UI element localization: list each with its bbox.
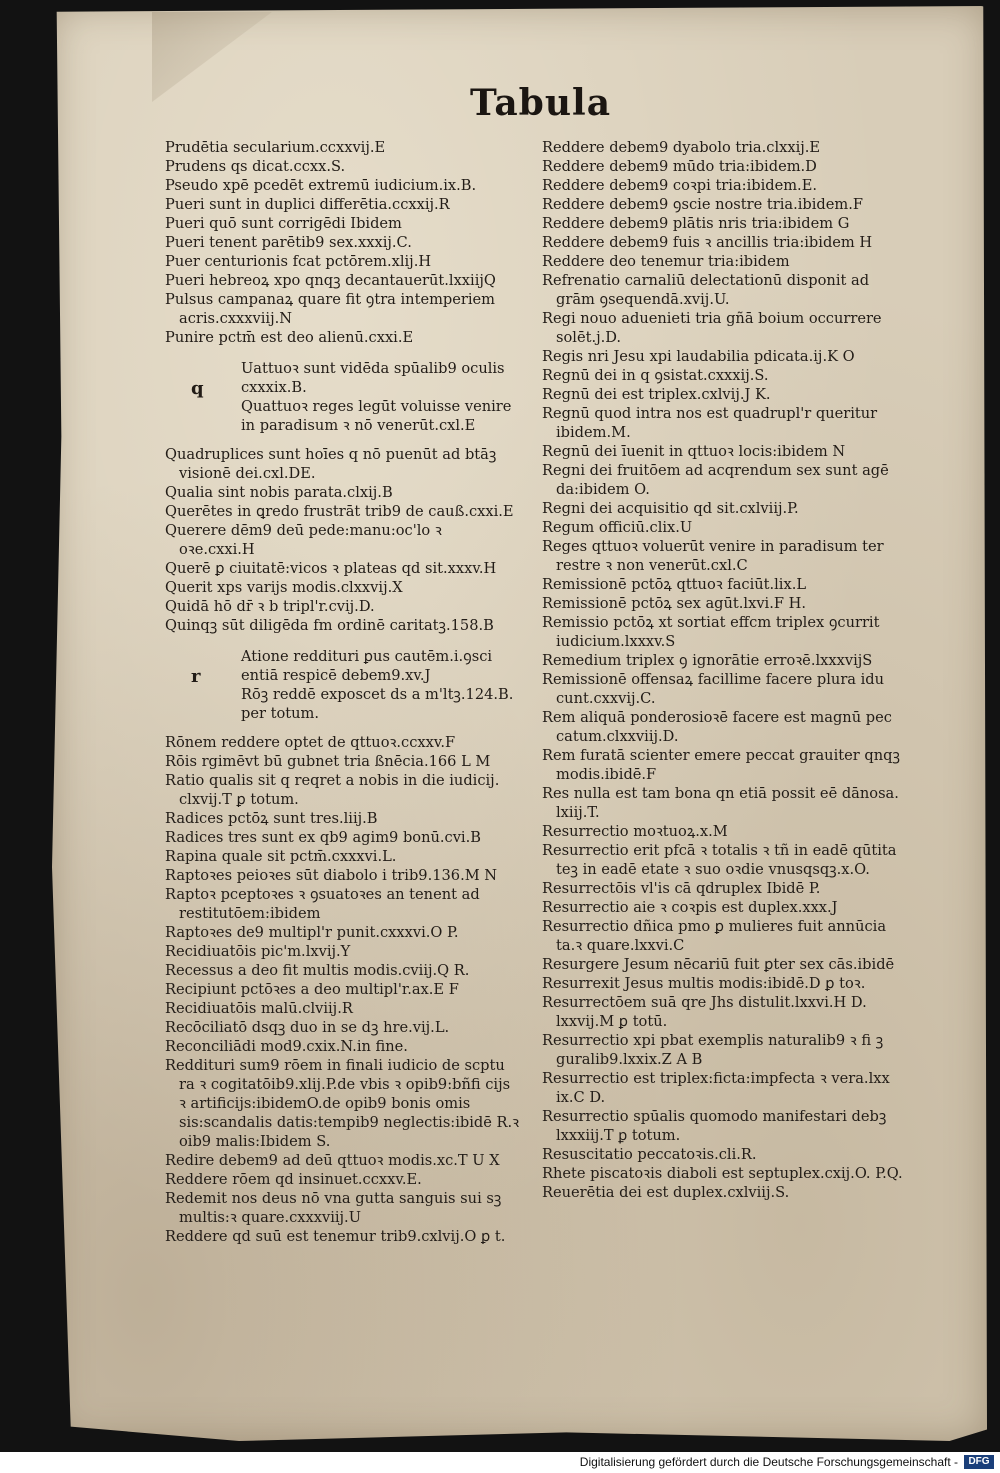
index-entry: Reddere debem9 ꝯscie nostre tria.ibidem.F [542, 196, 863, 213]
index-entry: Quattuoꝛ reges legūt voluisse venire in paradisum ꝛ nō venerūt.cxl.E [241, 398, 512, 434]
index-entry: Radices tres sunt ex qb9 agim9 bonū.cvi.B [165, 829, 481, 846]
index-entry: Puer centurionis fcat pctōrem.xlij.H [165, 253, 432, 270]
index-entry: Rapina quale sit pctm̄.cxxxvi.L. [165, 848, 397, 865]
index-entry: Reges qttuoꝛ voluerūt venire in paradisum ter restre ꝛ non venerūt.cxl.C [542, 538, 884, 574]
index-entry: Redire debem9 ad deū qttuoꝛ modis.xc.T U X [165, 1152, 500, 1169]
page-title: Tabula [470, 82, 612, 124]
index-entry: Rem aliquā ponderosioꝛē facere est magnū pec catum.clxxviij.D. [542, 709, 892, 745]
index-entry: Reddere debem9 plātis nris tria:ibidem G [542, 215, 850, 232]
index-entry: Resurrexit Jesus multis modis:ibidē.D ꝑ toꝛ. [542, 975, 866, 992]
index-entry: Querētes in ꝗredo frustrāt trib9 de cauß.cxxi.E [165, 503, 514, 520]
index-entry: Regum officiū.clix.U [542, 519, 693, 536]
index-entry: Pueri quō sunt corrigēdi Ibidem [165, 215, 402, 232]
index-entry: Reddere debem9 coꝛpi tria:ibidem.E. [542, 177, 817, 194]
index-entry: Reddere qd suū est tenemur trib9.cxlvij.O ꝑ t. [165, 1228, 506, 1245]
index-entry: Rem furatā scienter emere peccat grauiter qnqꝫ modis.ibidē.F [542, 747, 900, 783]
index-entry: Querere dēm9 deū pede:manu:oc'lo ꝛ oꝛe.cxxi.H [165, 522, 442, 558]
index-entry: Regnū dei in q ꝯsistat.cxxxij.S. [542, 367, 769, 384]
index-entry: Recidiuatōis malū.clviij.R [165, 1000, 353, 1017]
index-entry: Resurrectio dñica pmo ꝑ mulieres fuit annūcia ta.ꝛ quare.lxxvi.C [542, 918, 887, 954]
index-entry: Punire pctm̄ est deo alienū.cxxi.E [165, 329, 414, 346]
section-letter-r: r [191, 666, 201, 687]
dfg-logo: DFG [964, 1455, 994, 1469]
footer-credit: Digitalisierung gefördert durch die Deutsche Forschungsgemeinschaft - [579, 1455, 958, 1469]
index-entry: Regnū dei est triplex.cxlvij.J K. [542, 386, 771, 403]
index-entry: Remissionē pctōꝝ sex agūt.lxvi.F H. [542, 595, 806, 612]
index-entry: Recōciliatō dsqꝫ duo in se dꝫ hre.vij.L. [165, 1019, 450, 1036]
index-entry: Regni dei fruitōem ad acqrendum sex sunt agē da:ibidem O. [542, 462, 889, 498]
index-entry: Rōꝫ reddē exposcet ds a m'ltꝫ.124.B. per totum. [241, 686, 514, 722]
index-entry: Pueri tenent parētib9 sex.xxxij.C. [165, 234, 412, 251]
entries-p-section [165, 138, 520, 347]
index-entry: Raptoꝛes de9 multipl'r punit.cxxxvi.O P. [165, 924, 459, 941]
index-entry: Rhete piscatoꝛis diaboli est septuplex.cxij.O. P.Q. [542, 1165, 903, 1182]
index-entry: Regis nri Jesu xpi laudabilia pdicata.ij.K O [542, 348, 855, 365]
index-entry: Recidiuatōis pic'm.lxvij.Y [165, 943, 351, 960]
index-entry: Regnū quod intra nos est quadrupl'r queritur ibidem.M. [542, 405, 878, 441]
index-entry: Rōnem reddere optet de qttuoꝛ.ccxxv.F [165, 734, 456, 751]
index-entry: Reddituri sum9 rōem in finali iudicio de scptu ra ꝛ cogitatōib9.xlij.P.de vbis ꝛ opib9:bñfi cijs ꝛ artificijs:ibidemO.de opib9 bonis omis sis:scandalis datis:tempib9 neglectis:ibidē R.ꝛ oib9 malis:Ibidem S. [165, 1057, 520, 1150]
index-entry: Reuerētia dei est duplex.cxlviij.S. [542, 1184, 790, 1201]
index-entry: Reddere deo tenemur tria:ibidem [542, 253, 790, 270]
index-entry: Res nulla est tam bona qn etiā possit eē dānosa. lxiij.T. [542, 785, 899, 821]
index-entry: Resurrectio erit pfcā ꝛ totalis ꝛ tñ in eadē qūtita teꝫ in eadē etate ꝛ suo oꝛdie vnusqsqꝫ.x.O. [542, 842, 897, 878]
index-entry: Ratio qualis sit q reqret a nobis in die iudicij. clxvij.T ꝑ totum. [165, 772, 500, 808]
index-entry: Refrenatio carnaliū delectationū disponit ad grām ꝯsequendā.xvij.U. [542, 272, 870, 308]
index-entry: Reddere debem9 fuis ꝛ ancillis tria:ibidem H [542, 234, 873, 251]
index-entry: Remissio pctōꝝ xt sortiat effcm triplex ꝯcurrit iudicium.lxxxv.S [542, 614, 880, 650]
index-entry: Qualia sint nobis parata.clxij.B [165, 484, 393, 501]
index-column-left [165, 138, 520, 1246]
index-entry: Raptoꝛes peioꝛes sūt diabolo i trib9.136.M N [165, 867, 498, 884]
index-entry: Remissionē offensaꝝ facillime facere plura idu cunt.cxxvij.C. [542, 671, 885, 707]
index-entry: Reddere rōem qd insinuet.ccxxv.E. [165, 1171, 422, 1188]
index-entry: Remedium triplex ꝯ ignorātie erroꝛē.lxxxvijS [542, 652, 873, 669]
entries-r-section [165, 733, 520, 1246]
index-entry: Reddere debem9 dyabolo tria.clxxij.E [542, 139, 821, 156]
index-entry: Resurrectio moꝛtuoꝝ.x.M [542, 823, 728, 840]
entries-q-section [165, 445, 520, 635]
index-entry: Resurrectio est triplex:ficta:impfecta ꝛ vera.lxx ix.C D. [542, 1070, 890, 1106]
index-entry: Quidā hō dr̄ ꝛ b tripl'r.cvij.D. [165, 598, 375, 615]
index-entry: Resurrectōis vl'is cā qdruplex Ibidē P. [542, 880, 821, 897]
index-entry: Recipiunt pctōꝛes a deo multipl'r.ax.E F [165, 981, 459, 998]
index-entry: Resuscitatio peccatoꝛis.cli.R. [542, 1146, 757, 1163]
index-entry: Radices pctōꝝ sunt tres.liij.B [165, 810, 378, 827]
index-entry: Pueri hebreoꝝ xpo qnqꝫ decantauerūt.lxxiijQ [165, 272, 496, 289]
index-column-right [542, 138, 904, 1202]
index-entry: Remissionē pctōꝝ qttuoꝛ faciūt.lix.L [542, 576, 807, 593]
index-entry: Regi nouo aduenieti tria gñā boium occurrere solēt.j.D. [542, 310, 882, 346]
index-entry: Reddere debem9 mūdo tria:ibidem.D [542, 158, 817, 175]
page-fold-crease [152, 12, 272, 102]
index-entry: Prudētia secularium.ccxxvij.E [165, 139, 386, 156]
index-entry: Regni dei acquisitio qd sit.cxlviij.P. [542, 500, 799, 517]
index-entry: Atione reddituri ꝑus cautēm.i.ꝯsci entiā respicē debem9.xv.J [241, 648, 493, 684]
index-entry: Querit xps varijs modis.clxxvij.X [165, 579, 403, 596]
index-entry: Pueri sunt in duplici differētia.ccxxij.R [165, 196, 450, 213]
index-entry: Quinqꝫ sūt diligēda fm ordinē caritatꝫ.158.B [165, 617, 494, 634]
index-entry: Prudens qs dicat.ccxx.S. [165, 158, 346, 175]
index-entry: Resurrectio xpi pbat exemplis naturalib9 ꝛ fi ꝫ guralib9.lxxix.Z A B [542, 1032, 884, 1068]
index-entry: Uattuoꝛ sunt vidēda spūalib9 oculis cxxxix.B. [241, 360, 505, 396]
index-entry: Querē ꝑ ciuitatē:vicos ꝛ plateas qd sit.xxxv.H [165, 560, 497, 577]
index-entry: Reconciliādi mod9.cxix.N.in fine. [165, 1038, 408, 1055]
section-letter-q: q [191, 378, 204, 399]
entries-r-continued [542, 138, 904, 1202]
index-entry: Quadruplices sunt hoīes q nō puenūt ad btāꝫ visionē dei.cxl.DE. [165, 446, 497, 482]
index-entry: Raptoꝛ pceptoꝛes ꝛ ꝯsuatoꝛes an tenent ad restitutōem:ibidem [165, 886, 480, 922]
footer-bar [0, 1452, 1000, 1473]
index-entry: Resurrectio aie ꝛ coꝛpis est duplex.xxx.J [542, 899, 838, 916]
index-entry: Regnū dei īuenit in qttuoꝛ locis:ibidem N [542, 443, 846, 460]
section-q-initial-block [165, 359, 520, 435]
index-entry: Pulsus campanaꝝ quare fit ꝯtra intemperiem acris.cxxxviij.N [165, 291, 496, 327]
index-entry: Pseudo xpē pcedēt extremū iudicium.ix.B. [165, 177, 477, 194]
index-entry: Rōis rgimēvt bū gubnet tria ßnēcia.166 L M [165, 753, 491, 770]
index-entry: Resurrectio spūalis quomodo manifestari debꝫ lxxxiij.T ꝑ totum. [542, 1108, 887, 1144]
index-entry: Resurgere Jesum nēcariū fuit ꝑter sex cās.ibidē [542, 956, 895, 973]
index-entry: Resurrectōem suā qre Jhs distulit.lxxvi.H D. lxxvij.M ꝑ totū. [542, 994, 867, 1030]
index-entry: Recessus a deo fit multis modis.cviij.Q R. [165, 962, 470, 979]
section-r-initial-block [165, 647, 520, 723]
index-entry: Redemit nos deus nō vna gutta sanguis sui sꝫ multis:ꝛ quare.cxxxviij.U [165, 1190, 502, 1226]
